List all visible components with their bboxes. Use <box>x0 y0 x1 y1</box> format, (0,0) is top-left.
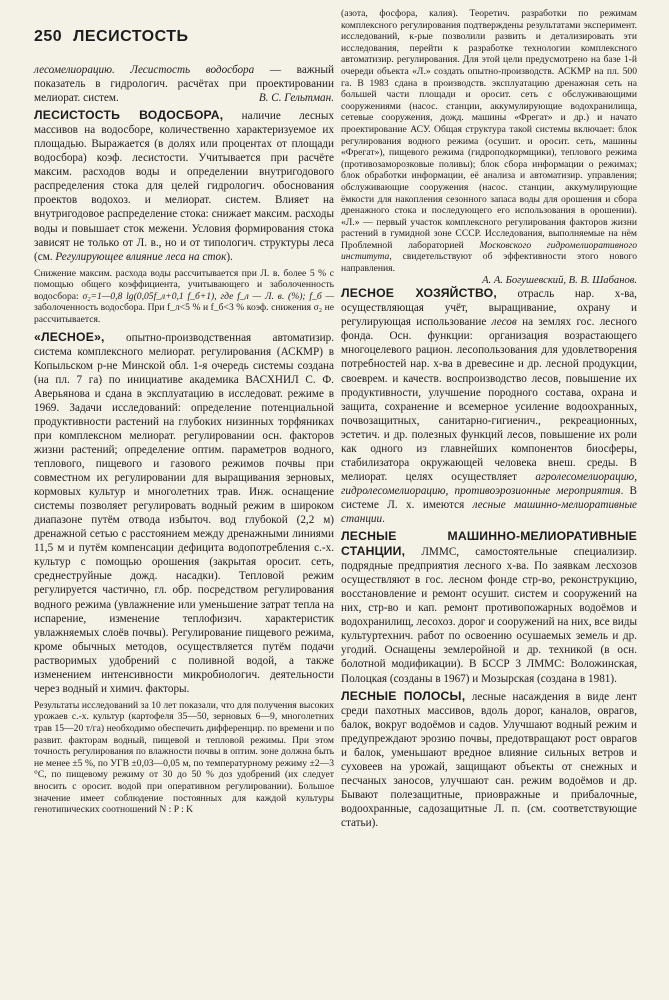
entry-hozyaistvo-link1: лесов <box>491 316 517 329</box>
entry-lmms-body: ЛММС, самостоятельные специализир. подрядные предприятия лесного х-ва. По заявкам лесхозов осуществляют в гос. лесном фонде стр-во, реконструкцию, восстановление и ремонт осушит. систем и сооружений на них, стр-во и кап. ремонт противопожарных водоёмов и водохранилищ, лесохоз. дорог и сооружений на них, все виды культуртехнич. работ по освоению осушаемых земель и др. угодий. Оснащены землеройной и др. техникой (в осн. болотной модификации). В БССР 3 ЛММС: Воложинская, Полоцкая (созданы в 1967) и Мозырская (создана в 1981). <box>341 546 637 685</box>
intro-italic: лесомелиорацию. Лесистость водосбора <box>34 64 255 76</box>
small2-text: Результаты исследований за 10 лет показали, что для получения высоких урожаев с.-х. культур (картофеля 35—50, зерновых 6—9, многолетних трав 15—20 т/га) необходимо обеспечить дифференцир. по времени и по развит. факторам водный, пищевой и тепловой режимы. При этом точность регулирования по влажности почвы в оптим. зоне должна быть не менее ±5 %, по УГВ ±0,03—0,05 м, по температурному режиму ±2—3 °С, по пищевому режиму от 30 до 50 % доз удобрений (их следует вносить с оросит. водой при оперативном регулировании). Большое значение имеет соблюдение постоянных для каждой культуры генотипических соотношений N : P : K <box>34 699 334 816</box>
small1-text: Снижение максим. расхода воды рассчитывается при Л. в. более 5 % с помощью общего коэффициента, учитывающего и заболоченность водосбора: <box>34 267 334 302</box>
small1-text2: заболоченность водосбора. При f_л<5 % и f_б<3 % коэф. снижения σ₂ не рассчитывается. <box>34 302 334 326</box>
entry-hozyaistvo <box>341 286 637 526</box>
entry-hozyaistvo-link3: лесные машинно-мелиоративные станции <box>341 498 637 525</box>
entry-lesnoe-title: «ЛЕСНОЕ», <box>34 329 105 344</box>
entry-lesistost <box>34 108 334 264</box>
entry-hozyaistvo-link2: агролесомелиорацию, гидролесомелиорацию, противоэрозионные мероприятия <box>341 470 637 497</box>
right-column <box>341 8 637 830</box>
intro-paragraph <box>34 63 334 105</box>
small-print-formula <box>34 268 334 326</box>
entry-lesistost-end: ). <box>226 250 233 263</box>
section-title: ЛЕСИСТОСТЬ <box>73 28 189 45</box>
entry-hozyaistvo-end: . <box>382 513 385 525</box>
cont-author: А. А. Богушевский, В. В. Шабанов. <box>482 274 637 286</box>
small1-formula: σ₂=1—0,8 lg(0,05f_л+0,1 f_б+1), где f_л — Л. в. (%); f_б — <box>82 290 335 302</box>
entry-lesistost-link: Регулирующее влияние леса на сток <box>55 250 227 263</box>
entry-lmms <box>341 529 637 686</box>
entry-lesistost-title: ЛЕСИСТОСТЬ ВОДОСБОРА, <box>34 108 224 123</box>
cont-text: (азота, фосфора, калия). Теоретич. разработки по режимам комплексного регулирования подтверждены результатами эксперимент. исследований, к-рые позволили развить и детализировать эти исследования, перейти к разработке технологии комплексного автоматизир. регулирования. Для этой цели предусмотрено на базе 1-й очереди объекта «Л.» создать опытно-производств. АСКМР на пл. 500 га. В 1983 сдана в производств. эксплуатацию дренажная сеть на большей части площади и оросит. сеть с обслуживающими сооружениями (насос. станции, аккумулирующие водохранилища, сетевые сооружения, дожд. машины «Фрегат» и др.) и начато проектирование АСУ. Общая структура такой системы включает: блок регулирования водного режима (осушит. и оросит. сеть, машины «Фрегат»), пищевого режима (гидроподкормщики), теплового режима (противозаморозковые поливы); блок сбора информации о режимах; блок обработки информации, её анализа и автоматизир. управления; обслуживающие сооружения (насос. станции, аккумулирующие ёмкости для накопления сезонного запаса воды для орошения и сбора дренажного стока и последующего его использования в орошении). «Л.» — первый участок комплексного регулирования факторов жизни растений в гумидной зоне СССР. Исследования, выполняемые на нём Проблемной лабораторией <box>341 8 637 251</box>
small-print-continuation <box>341 8 637 286</box>
entry-lmms-title: ЛЕСНЫЕ МАШИННО-МЕЛИОРАТИВНЫЕ СТАНЦИИ, <box>341 529 637 559</box>
entry-polosy <box>341 689 637 830</box>
intro-text: — важный показатель в гидрологич. расчётах при проектировании мелиорат. систем. <box>34 64 335 105</box>
entry-polosy-title: ЛЕСНЫЕ ПОЛОСЫ, <box>341 688 466 703</box>
entry-lesnoe-body: опытно-производственная автоматизир. система комплексного мелиорат. регулирования (АСКМР) в Копыльском р-не Минской обл. 1-я очередь системы создана (на пл. 7 га) по инициативе академика ВАСХНИЛ С. Ф. Аверьянова и сдана в эксплуатацию в исследоват. режиме в 1969. Задачи исследований: определение потенциальной продуктивности растений на глубоких низинных торфяниках при комплексном мелиорат. регулировании осн. факторов жизни растений; определение оптим. параметров водного, теплового, пищевого и газового режимов почвы при совместном их регулировании для выращивания зерновых, кормовых культур и многолетних трав. Инж. оснащение системы позволяет регулировать водный режим в широком диапазоне путём отвода избыточ. вод глубокой (2,2 м) дренажной сетью с расстоянием между дренажными линиями 11,5 м и путём компенсации дефицита водопотребления с.-х. культур с помощью орошения (закрытая оросит. сеть, среднеструйные дожд. насадки). Тепловой режим регулируется частично, гл. обр. посредством регулирования водного режима (увлажнение или уменьшение затрат тепла на испарение, изменение теплофизич. характеристик увлажняемых слоёв почвы). Регулирование пищевого режима, кроме обычных методов, осуществляется путём подачи растворимых удобрений с поливной водой, а также изменением интенсивности микробиологич. деятельности через водный и химич. факторы. <box>34 331 334 695</box>
entry-lesistost-body: наличие лесных массивов на водосборе, количественно характеризуемое их площадью. Выражается (в долях или процентах от площади водосбора) коэф. лесистости. Учитывается при расчёте максим. расходов воды и определении внутригодового распределения стока для целей гидрологич. обоснования проектов водохоз. и мелиорат. систем. Влияет на внутригодовое распределение стока: снижает максим. расходы воды и повышает сток межени. Условия формирования стока зависят не только от Л. в., но и от типологич. структуры леса (см. <box>34 110 335 263</box>
entry-hozyaistvo-body3: . В системе Л. х. имеются <box>341 484 638 511</box>
intro-author: В. С. Гельтман. <box>258 92 334 105</box>
running-head <box>34 28 189 46</box>
page-number: 250 <box>34 28 63 45</box>
small-print-results <box>34 700 334 816</box>
cont-italic: Московского гидромелиоративного института <box>341 239 637 263</box>
entry-hozyaistvo-title: ЛЕСНОЕ ХОЗЯЙСТВО, <box>341 286 497 301</box>
entry-hozyaistvo-body2: на землях гос. лесного фонда. Осн. функции: организация возрастающего многоцелевого рацион. лесопользования для удовлетворения потребностей нар. х-ва в древесине и др. лесной продукции, своеврем. и качеств. воспроизводство лесов, повышение их продуктивности, улучшение породного состава, охрана и защита, сохранение и всемерное усиление водоохранных, почвозащитных, санитарно-гигиенич., рекреационных, эстетич. и др. полезных функций лесов, повышение их роли как одного из главнейших компонентов биосферы, стабилизатора окружающей человека внеш. среды. В мелиорат. целях осуществляет <box>341 316 637 483</box>
entry-hozyaistvo-body: отрасль нар. х-ва, осуществляющая учёт, выращивание, охрану и регулирующая использование <box>341 288 637 329</box>
left-column <box>34 63 334 816</box>
entry-polosy-body: лесные насаждения в виде лент среди пахотных массивов, вдоль дорог, каналов, оврагов, балок, вокруг водоёмов и садов. Улучшают водный режим и предупреждают эрозию почвы, предотвращают рост оврагов и балок, уменьшают вредное влияние сильных ветров и суховеев на урожай, защищают объекты от снежных и песчаных заносов, улучшают сан. режим водоёмов и др. Бывают полезащитные, приовражные и прибалочные, водоохранные, садозащитные Л. п. (см. соответствующие статьи). <box>341 690 637 829</box>
entry-lesnoe <box>34 330 334 696</box>
cont-end: , свидетельствуют об эффективности этого нового направления. <box>341 251 637 275</box>
